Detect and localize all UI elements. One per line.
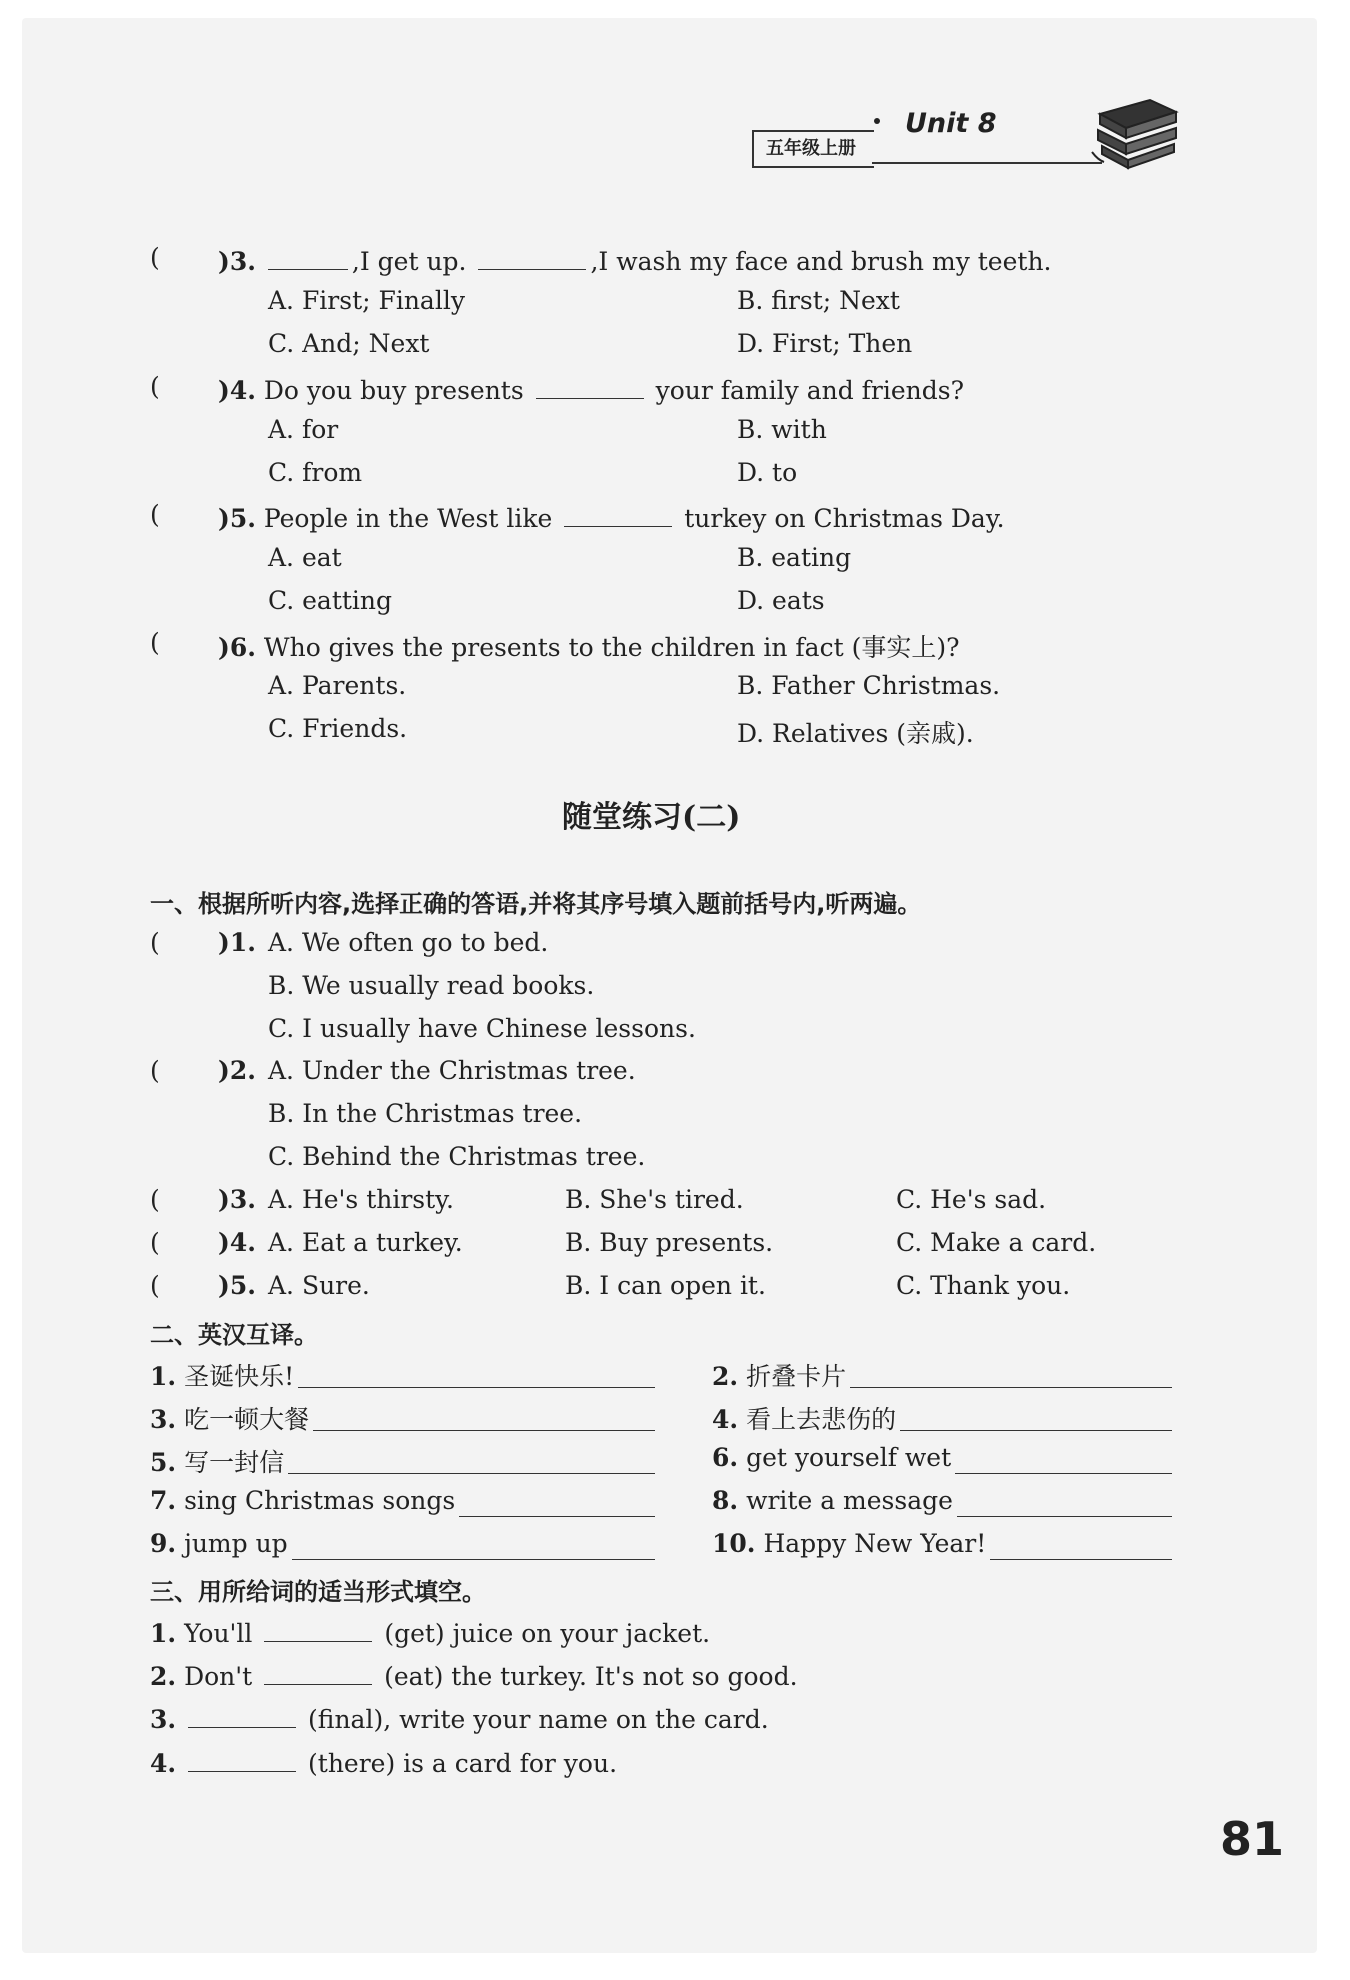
- option-c[interactable]: C. And; Next: [268, 329, 430, 358]
- answer-bracket[interactable]: (: [150, 1228, 160, 1257]
- section3-title: 三、用所给词的适当形式填空。: [150, 1578, 486, 1606]
- option-b[interactable]: B. with: [737, 415, 827, 444]
- option-a[interactable]: A. Under the Christmas tree.: [268, 1056, 636, 1085]
- item-prefix: Don't: [184, 1662, 253, 1691]
- option-a[interactable]: A. eat: [268, 543, 342, 572]
- question-stem: [218, 243, 1052, 276]
- translation-item: [712, 1400, 896, 1436]
- item-text: jump up: [184, 1529, 288, 1558]
- option-a[interactable]: A. for: [268, 415, 339, 444]
- fill-item: [150, 1658, 798, 1691]
- item-number: 4.: [150, 1749, 177, 1778]
- question-number: )1.: [218, 928, 256, 957]
- answer-blank[interactable]: [957, 1516, 1172, 1517]
- answer-bracket[interactable]: (: [150, 928, 160, 957]
- question-number: )6.: [218, 633, 256, 662]
- stem-text: People in the West like: [263, 504, 553, 533]
- item-number: 1.: [150, 1362, 177, 1391]
- answer-blank[interactable]: [288, 1473, 655, 1474]
- option-d[interactable]: D. eats: [737, 586, 825, 615]
- option-c[interactable]: C. Friends.: [268, 714, 408, 743]
- answer-bracket[interactable]: (: [150, 628, 160, 657]
- stem-text: turkey on Christmas Day.: [684, 504, 1005, 533]
- item-number: 7.: [150, 1486, 177, 1515]
- item-suffix: (eat) the turkey. It's not so good.: [384, 1662, 798, 1691]
- item-text: Happy New Year!: [763, 1529, 987, 1558]
- header-dot: [874, 118, 880, 124]
- fill-item: [150, 1701, 769, 1734]
- item-text: 折叠卡片: [746, 1362, 847, 1391]
- item-text: write a message: [746, 1486, 953, 1515]
- answer-blank[interactable]: [188, 1701, 296, 1728]
- grade-label: 五年级上册: [766, 138, 856, 159]
- answer-blank[interactable]: [188, 1745, 296, 1772]
- item-number: 5.: [150, 1448, 177, 1477]
- item-text: 吃一顿大餐: [184, 1405, 310, 1434]
- translation-item: [150, 1357, 294, 1393]
- answer-bracket[interactable]: (: [150, 500, 160, 529]
- item-number: 4.: [712, 1405, 739, 1434]
- item-number: 10.: [712, 1529, 756, 1558]
- option-a[interactable]: A. First; Finally: [268, 286, 465, 315]
- option-b[interactable]: B. eating: [737, 543, 852, 572]
- item-number: 1.: [150, 1619, 177, 1648]
- item-suffix: (get) juice on your jacket.: [384, 1619, 711, 1648]
- translation-item: [712, 1529, 986, 1558]
- option-b[interactable]: B. In the Christmas tree.: [268, 1099, 583, 1128]
- question-number: )3.: [218, 1185, 256, 1214]
- answer-blank[interactable]: [459, 1516, 655, 1517]
- option-b[interactable]: B. Buy presents.: [565, 1228, 774, 1257]
- stem-text: Do you buy presents: [263, 376, 524, 405]
- section1-title: 一、根据所听内容,选择正确的答语,并将其序号填入题前括号内,听两遍。: [150, 890, 922, 918]
- answer-blank[interactable]: [478, 243, 586, 270]
- stem-text: ,I wash my face and brush my teeth.: [590, 247, 1052, 276]
- answer-blank[interactable]: [313, 1430, 655, 1431]
- option-d[interactable]: D. Relatives (亲戚).: [737, 719, 974, 748]
- option-d[interactable]: D. to: [737, 458, 798, 487]
- books-stack-icon: [1090, 92, 1180, 170]
- option-c[interactable]: C. I usually have Chinese lessons.: [268, 1014, 696, 1043]
- option-b[interactable]: B. Father Christmas.: [737, 671, 1001, 700]
- fill-item: [150, 1615, 710, 1648]
- stem-text: Who gives the presents to the children in fact (事实上)?: [263, 633, 960, 662]
- unit-title: Unit 8: [905, 108, 997, 139]
- item-number: 3.: [150, 1405, 177, 1434]
- question-number: )5.: [218, 504, 256, 533]
- answer-blank[interactable]: [955, 1473, 1172, 1474]
- item-number: 6.: [712, 1443, 739, 1472]
- answer-blank[interactable]: [850, 1387, 1172, 1388]
- answer-blank[interactable]: [292, 1559, 655, 1560]
- option-a[interactable]: A. Sure.: [268, 1271, 370, 1300]
- item-prefix: You'll: [184, 1619, 253, 1648]
- option-a[interactable]: A. Eat a turkey.: [268, 1228, 463, 1257]
- answer-blank[interactable]: [536, 372, 644, 399]
- item-number: 2.: [712, 1362, 739, 1391]
- item-suffix: (there) is a card for you.: [308, 1749, 618, 1778]
- question-number: )2.: [218, 1056, 256, 1085]
- translation-item: [712, 1486, 953, 1515]
- option-c[interactable]: C. from: [268, 458, 363, 487]
- item-text: get yourself wet: [746, 1443, 952, 1472]
- option-a[interactable]: A. Parents.: [268, 671, 407, 700]
- section2-title: 二、英汉互译。: [150, 1321, 318, 1349]
- answer-blank[interactable]: [264, 1615, 372, 1642]
- option-c[interactable]: C. Thank you.: [896, 1271, 1071, 1300]
- item-number: 9.: [150, 1529, 177, 1558]
- item-text: 圣诞快乐!: [184, 1362, 295, 1391]
- translation-item: [150, 1529, 288, 1558]
- fill-item: [150, 1745, 617, 1778]
- answer-blank[interactable]: [264, 1658, 372, 1685]
- option-c[interactable]: C. Behind the Christmas tree.: [268, 1142, 646, 1171]
- answer-blank[interactable]: [900, 1430, 1172, 1431]
- question-stem: [218, 500, 1005, 533]
- item-text: 看上去悲伤的: [746, 1405, 897, 1434]
- question-number: )3.: [218, 247, 256, 276]
- option-a[interactable]: A. We often go to bed.: [268, 928, 549, 957]
- option-a[interactable]: A. He's thirsty.: [268, 1185, 454, 1214]
- question-number: )4.: [218, 376, 256, 405]
- option-b[interactable]: B. We usually read books.: [268, 971, 595, 1000]
- question-number: )4.: [218, 1228, 256, 1257]
- item-suffix: (final), write your name on the card.: [308, 1705, 769, 1734]
- header-rule: [872, 162, 1102, 164]
- answer-bracket[interactable]: (: [150, 1185, 160, 1214]
- stem-text: your family and friends?: [655, 376, 964, 405]
- item-text: sing Christmas songs: [184, 1486, 456, 1515]
- option-d[interactable]: D. First; Then: [737, 329, 913, 358]
- option-c[interactable]: C. Make a card.: [896, 1228, 1097, 1257]
- option-b[interactable]: B. first; Next: [737, 286, 900, 315]
- answer-blank[interactable]: [564, 500, 672, 527]
- translation-item: [150, 1400, 309, 1436]
- translation-item: [150, 1486, 455, 1515]
- option-c[interactable]: C. eatting: [268, 586, 393, 615]
- practice-title: 随堂练习(二): [562, 800, 741, 835]
- answer-blank[interactable]: [990, 1559, 1172, 1560]
- answer-bracket[interactable]: (: [150, 243, 160, 272]
- item-number: 2.: [150, 1662, 177, 1691]
- answer-blank[interactable]: [298, 1387, 655, 1388]
- option-b[interactable]: B. I can open it.: [565, 1271, 766, 1300]
- answer-bracket[interactable]: (: [150, 1271, 160, 1300]
- translation-item: [712, 1443, 951, 1472]
- item-number: 3.: [150, 1705, 177, 1734]
- answer-bracket[interactable]: (: [150, 1056, 160, 1085]
- item-text: 写一封信: [184, 1448, 285, 1477]
- translation-item: [150, 1443, 284, 1479]
- question-number: )5.: [218, 1271, 256, 1300]
- page-number: 81: [1220, 1812, 1285, 1866]
- item-number: 8.: [712, 1486, 739, 1515]
- question-stem: [218, 628, 960, 664]
- answer-bracket[interactable]: (: [150, 372, 160, 401]
- option-c[interactable]: C. He's sad.: [896, 1185, 1047, 1214]
- answer-blank[interactable]: [268, 243, 348, 270]
- translation-item: [712, 1357, 846, 1393]
- question-stem: [218, 372, 964, 405]
- stem-text: ,I get up.: [351, 247, 467, 276]
- option-b[interactable]: B. She's tired.: [565, 1185, 744, 1214]
